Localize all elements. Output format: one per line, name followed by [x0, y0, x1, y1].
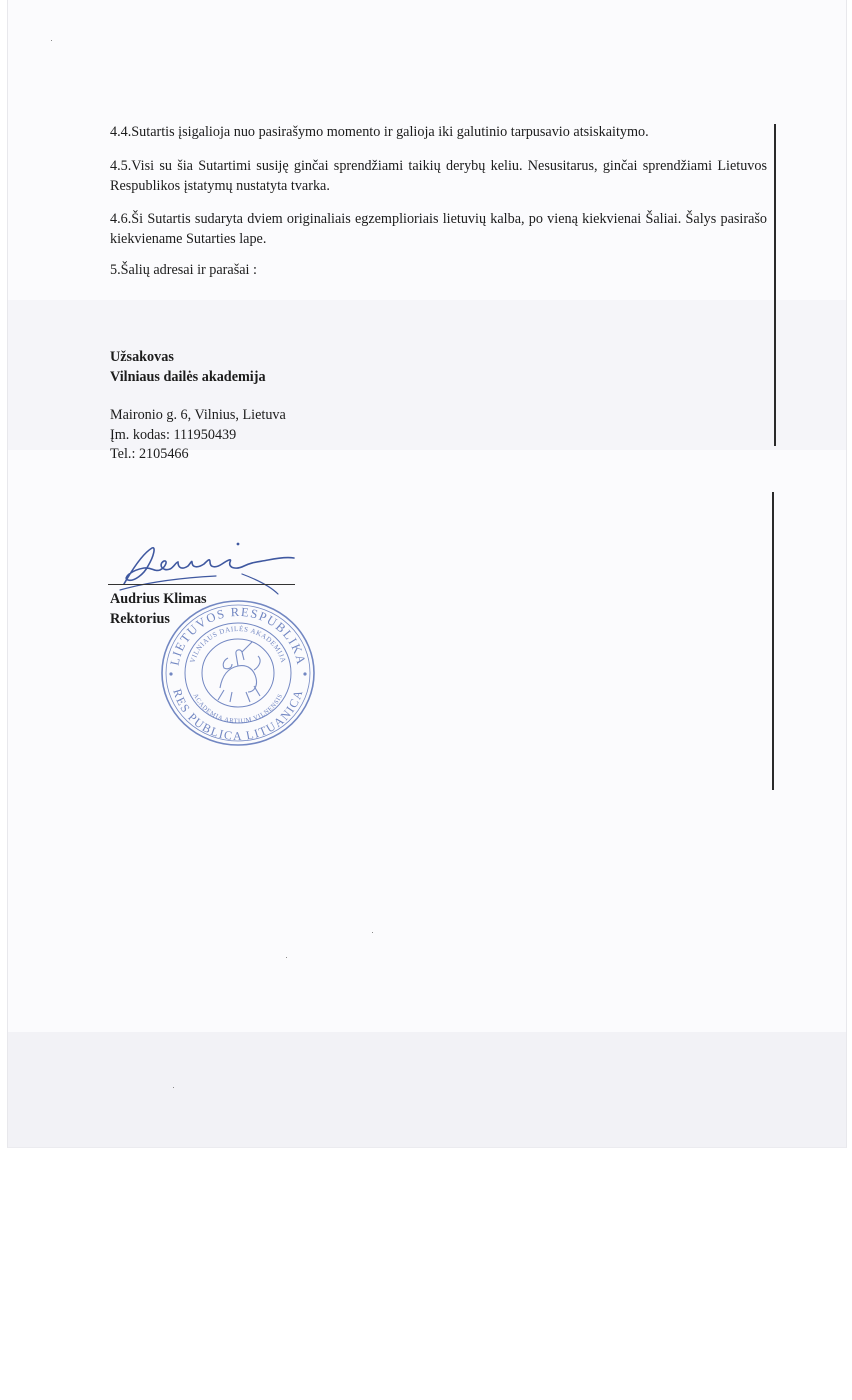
- clause-5-heading: 5.Šalių adresai ir parašai :: [110, 262, 257, 278]
- customer-address: Maironio g. 6, Vilnius, Lietuva: [110, 407, 286, 423]
- scan-speck: [286, 957, 287, 958]
- official-stamp-seal: [158, 598, 318, 748]
- customer-company-code: Įm. kodas: 111950439: [110, 427, 237, 443]
- clause-4-4: 4.4.Sutartis įsigalioja nuo pasirašymo momento ir galioja iki galutinio tarpusavio atsiskaitymo.: [110, 124, 649, 140]
- svg-text:LIETUVOS RESPUBLIKA: [167, 605, 308, 667]
- clause-4-6: 4.6.Ši Sutartis sudaryta dviem originaliais egzemplioriais lietuvių kalba, po vieną kiekvienai Šaliai. Šalys pasirašo kiekviename Sutarties lape.: [110, 211, 767, 247]
- stamp-outer-top-text: LIETUVOS RESPUBLIKA: [167, 604, 309, 667]
- stamp-outer-bottom-text: RES PUBLICA LITUANICA: [170, 687, 306, 744]
- signature-line: [108, 584, 295, 585]
- vytis-knight-emblem: [218, 642, 260, 702]
- margin-line-lower: [772, 492, 774, 790]
- margin-line-upper: [774, 124, 776, 446]
- scan-speck: [173, 1087, 174, 1088]
- customer-phone: Tel.: 2105466: [110, 446, 189, 462]
- signatory-name: Audrius Klimas: [110, 591, 207, 607]
- customer-name: Vilniaus dailės akademija: [110, 369, 266, 385]
- stamp-inner-top-text: VILNIAUS DAILĖS AKADEMIJA: [188, 624, 288, 664]
- scan-shading-bottom: [8, 1032, 846, 1147]
- scan-speck: [51, 40, 52, 41]
- customer-role: Užsakovas: [110, 349, 174, 365]
- stamp-inner-bottom-text: ACADEMIA ARTIUM VILNENSIS: [191, 692, 285, 726]
- handwritten-signature: [118, 540, 298, 596]
- clause-4-5: 4.5.Visi su šia Sutartimi susiję ginčai sprendžiami taikių derybų keliu. Nesusitarus, ginčai sprendžiami Lietuvos Respublikos įstatymų nustatyta tvarka.: [110, 158, 767, 194]
- signatory-title: Rektorius: [110, 611, 170, 627]
- svg-text:VILNIAUS DAILĖS AKADEMIJA: [188, 625, 287, 664]
- scan-speck: [372, 932, 373, 933]
